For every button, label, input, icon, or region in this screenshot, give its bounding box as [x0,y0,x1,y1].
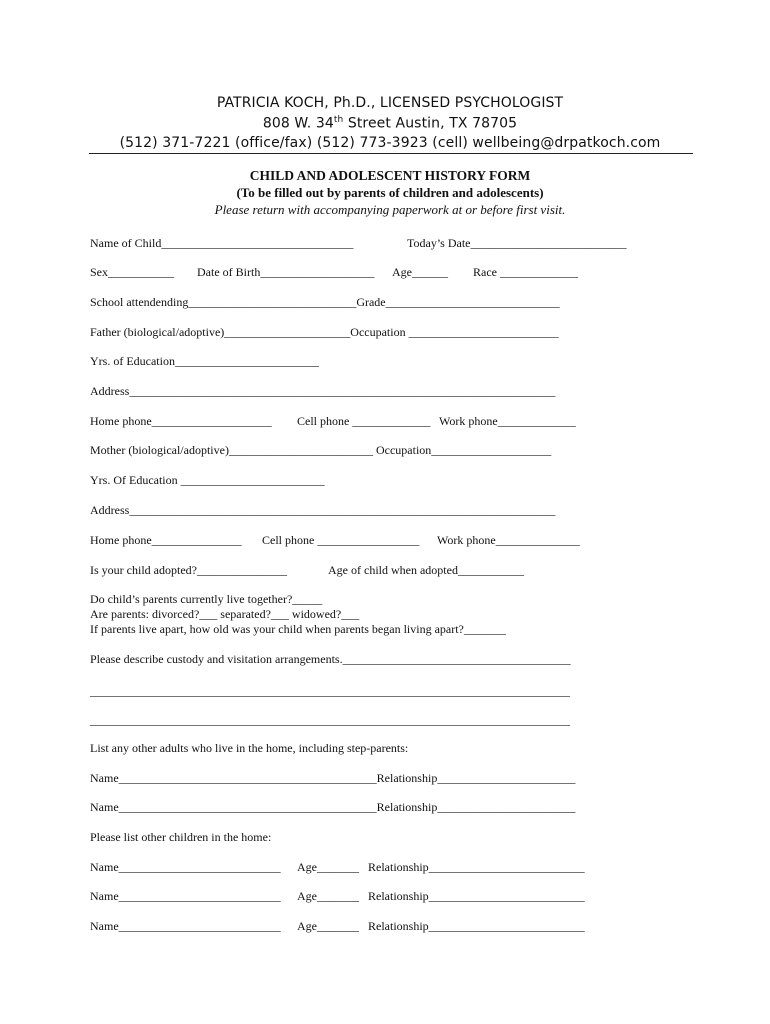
child-2-relationship-field[interactable]: Relationship__________________________ [368,889,585,903]
child-1-age-field[interactable]: Age_______ [297,860,359,874]
adult-row-2[interactable]: Name___________________________________________Relationship_______________________ [90,800,576,814]
custody-blank-line-1[interactable]: ________________________________________________________________________________ [90,684,570,698]
letterhead-name: PATRICIA KOCH, Ph.D., LICENSED PSYCHOLOGIST [216,95,564,111]
mother-education-field[interactable]: Yrs. Of Education ________________________ [90,473,325,487]
father-education-field[interactable]: Yrs. of Education________________________ [90,354,319,368]
parents-status-field[interactable]: Are parents: divorced?___ separated?___ widowed?___ [90,607,360,621]
address-street-city: Street Austin, TX 78705 [343,115,518,132]
mother-cell-phone-field[interactable]: Cell phone _________________ [262,533,420,547]
child-2-name-field[interactable]: Name___________________________ [90,889,281,903]
child-3-name-field[interactable]: Name___________________________ [90,919,281,933]
letterhead-contact: (512) 371-7221 (office/fax) (512) 773-3923 (cell) wellbeing@drpatkoch.com [119,135,661,151]
custody-field[interactable]: Please describe custody and visitation arrangements.______________________________________ [90,652,571,666]
age-field[interactable]: Age______ [392,265,448,279]
adopted-field[interactable]: Is your child adopted?_______________ [90,563,287,577]
mother-address-field[interactable]: Address_______________________________________________________________________ [90,503,556,517]
other-children-prompt: Please list other children in the home: [90,830,272,844]
father-work-phone-field[interactable]: Work phone_____________ [439,414,576,428]
parents-live-apart-field[interactable]: If parents live apart, how old was your child when parents began living apart?_______ [90,622,506,636]
school-grade-field[interactable]: School attendending____________________________Grade_____________________________ [90,295,560,309]
custody-blank-line-2[interactable]: ________________________________________________________________________________ [90,713,570,727]
sex-field[interactable]: Sex___________ [90,265,174,279]
name-of-child-field[interactable]: Name of Child________________________________ [90,236,354,250]
form-instructions: Please return with accompanying paperwork at or before first visit. [214,202,566,217]
address-street-number: 808 W. 34 [262,115,334,132]
father-occupation-field[interactable]: Father (biological/adoptive)_____________________Occupation _________________________ [90,325,559,339]
child-3-age-field[interactable]: Age_______ [297,919,359,933]
adult-row-1[interactable]: Name___________________________________________Relationship_______________________ [90,771,576,785]
father-cell-phone-field[interactable]: Cell phone _____________ [297,414,431,428]
form-title: CHILD AND ADOLESCENT HISTORY FORM [249,168,531,183]
child-1-relationship-field[interactable]: Relationship__________________________ [368,860,585,874]
letterhead-address [0,115,770,132]
child-1-name-field[interactable]: Name___________________________ [90,860,281,874]
date-of-birth-field[interactable]: Date of Birth___________________ [197,265,375,279]
parents-live-together-field[interactable]: Do child’s parents currently live together?_____ [90,592,323,606]
father-home-phone-field[interactable]: Home phone____________________ [90,414,272,428]
mother-home-phone-field[interactable]: Home phone_______________ [90,533,242,547]
father-address-field[interactable]: Address_______________________________________________________________________ [90,384,556,398]
child-2-age-field[interactable]: Age_______ [297,889,359,903]
address-ordinal-suffix: th [333,115,344,125]
mother-work-phone-field[interactable]: Work phone______________ [437,533,580,547]
todays-date-field[interactable]: Today’s Date__________________________ [407,236,627,250]
other-adults-prompt: List any other adults who live in the home, including step-parents: [90,741,409,755]
age-when-adopted-field[interactable]: Age of child when adopted___________ [328,563,524,577]
form-subtitle: (To be filled out by parents of children and adolescents) [236,185,544,200]
child-3-relationship-field[interactable]: Relationship__________________________ [368,919,585,933]
header-divider [89,153,693,154]
mother-occupation-field[interactable]: Mother (biological/adoptive)________________________ Occupation____________________ [90,443,552,457]
race-field[interactable]: Race _____________ [473,265,578,279]
